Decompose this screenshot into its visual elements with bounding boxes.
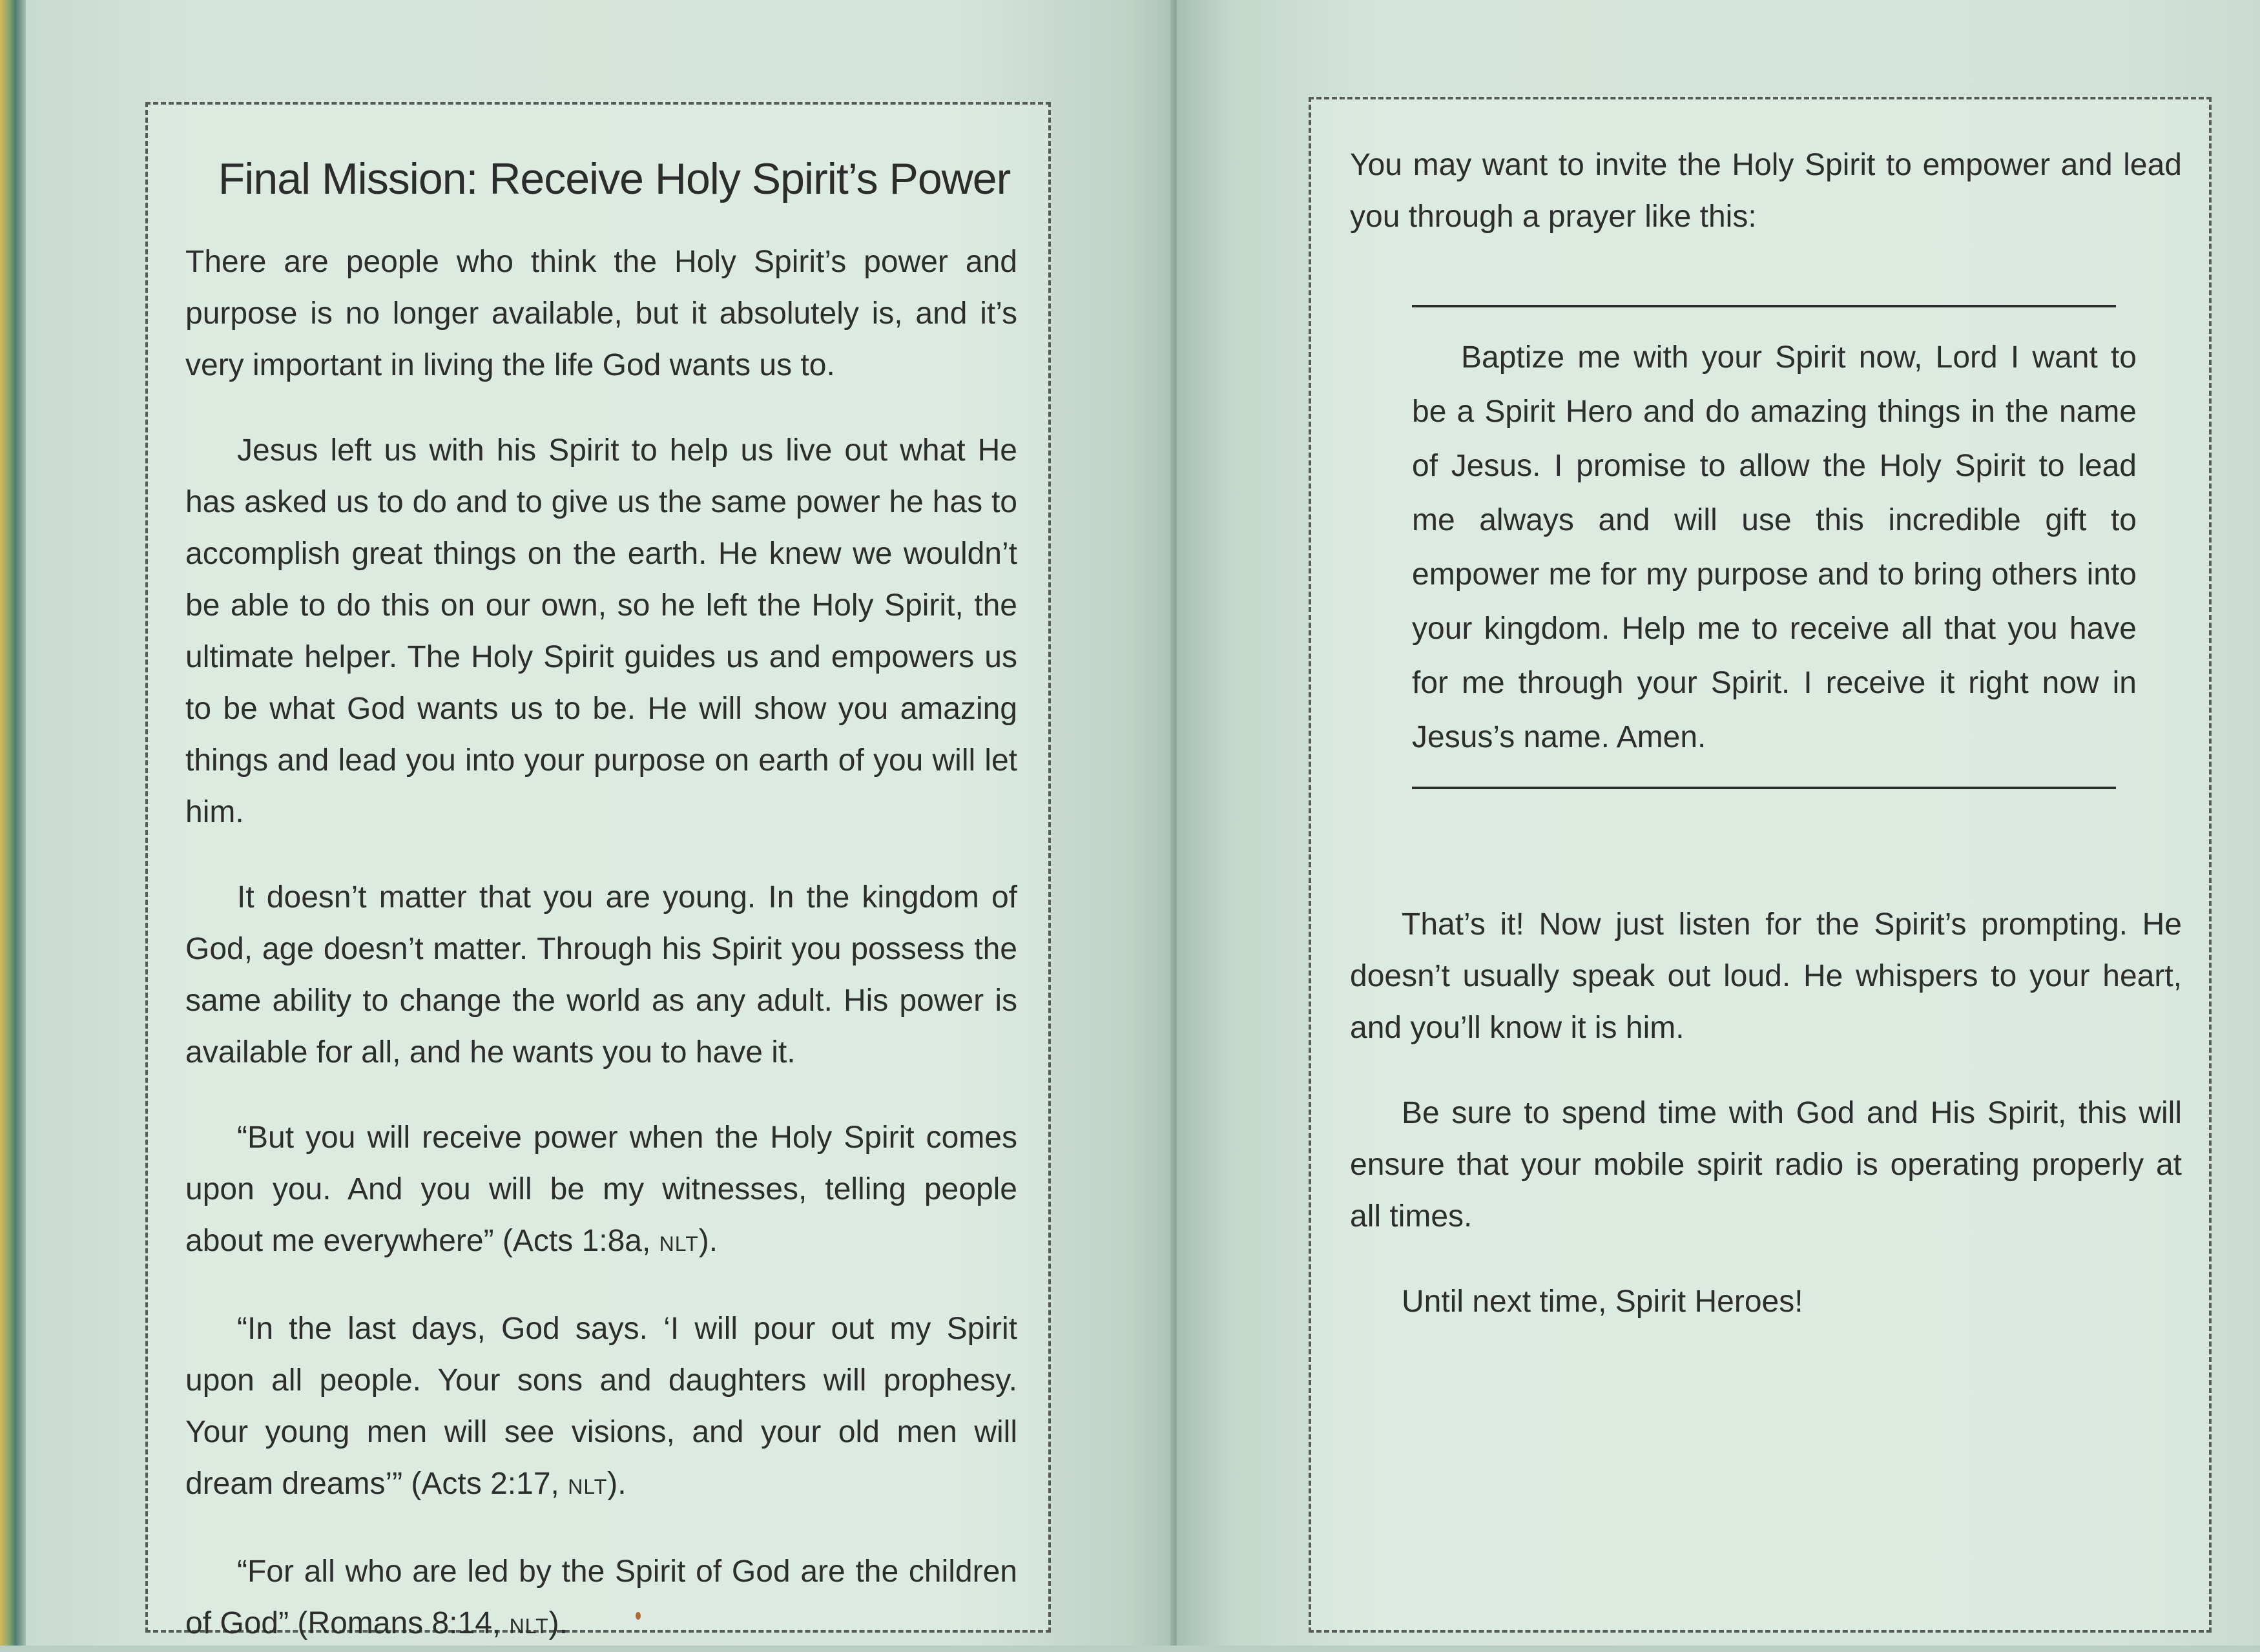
prayer-block bbox=[1412, 305, 2137, 789]
intro-paragraph: You may want to invite the Holy Spirit to empower and lead you through a prayer like this: bbox=[1350, 148, 2182, 234]
paragraph: Jesus left us with his Spirit to help us live out what He has asked us to do and to give us the same power he has to accomplish great things on the earth. He knew we wouldn’t be able to do this on our own, so he left the Holy Spirit, the ultimate helper. The Holy Spirit guides us and empowers us to be what God wants us to be. He will show you amazing things and lead you into your purpose on earth of you will let him. bbox=[185, 433, 1017, 829]
quote-end: ). bbox=[698, 1224, 718, 1258]
scripture-quote bbox=[185, 1546, 1017, 1652]
translation-abbr: NLT bbox=[659, 1232, 699, 1255]
divider-top bbox=[1412, 305, 2116, 307]
scripture-quote bbox=[185, 1112, 1017, 1270]
page-title: Final Mission: Receive Holy Spirit’s Power bbox=[218, 154, 1011, 203]
translation-abbr: NLT bbox=[509, 1615, 549, 1638]
quote-text: “For all who are led by the Spirit of God are the children of God” (Romans 8:14, bbox=[185, 1554, 1017, 1640]
paragraph: That’s it! Now just listen for the Spirit’s prompting. He doesn’t usually speak out loud. He whispers to your heart, and you’ll know it is him. bbox=[1350, 907, 2182, 1045]
paper-speck bbox=[636, 1612, 641, 1620]
page-edge bbox=[0, 0, 26, 1646]
left-text-box bbox=[145, 102, 1051, 1640]
paragraph: There are people who think the Holy Spirit’s power and purpose is no longer available, but it absolutely is, and it’s very important in living the life God wants us to. bbox=[185, 245, 1017, 382]
quote-text: “But you will receive power when the Holy Spirit comes upon you. And you will be my witnesses, telling people about me everywhere” (Acts 1:8a, bbox=[185, 1120, 1017, 1258]
divider-bottom bbox=[1412, 787, 2116, 789]
paragraph: Be sure to spend time with God and His Spirit, this will ensure that your mobile spirit radio is operating properly at all times. bbox=[1350, 1096, 2182, 1234]
translation-abbr: NLT bbox=[568, 1475, 608, 1498]
closing-line: Until next time, Spirit Heroes! bbox=[1402, 1285, 1803, 1319]
paragraph: It doesn’t matter that you are young. In the kingdom of God, age doesn’t matter. Through his Spirit you possess the same ability to change the world as any adult. His power is available for all, and he wants you to have it. bbox=[185, 880, 1017, 1069]
prayer-text: Baptize me with your Spirit now, Lord I want to be a Spirit Hero and do amazing things in the name of Jesus. I promise to allow the Holy Spirit to lead me always and will use this incredible gift to empower me for my purpose and to bring others into your kingdom. Help me to receive all that you have for me through your Spirit. I receive it right now in Jesus’s name. Amen. bbox=[1412, 340, 2137, 754]
quote-end: ). bbox=[548, 1606, 568, 1640]
scripture-quote bbox=[185, 1303, 1017, 1513]
quote-text: “In the last days, God says. ‘I will pour out my Spirit upon all people. Your sons and daughters will prophesy. Your young men will see visions, and your old men will dream dreams’” (Acts 2:17, bbox=[185, 1312, 1017, 1501]
quote-end: ). bbox=[607, 1467, 627, 1501]
right-text-box bbox=[1309, 97, 2212, 1633]
